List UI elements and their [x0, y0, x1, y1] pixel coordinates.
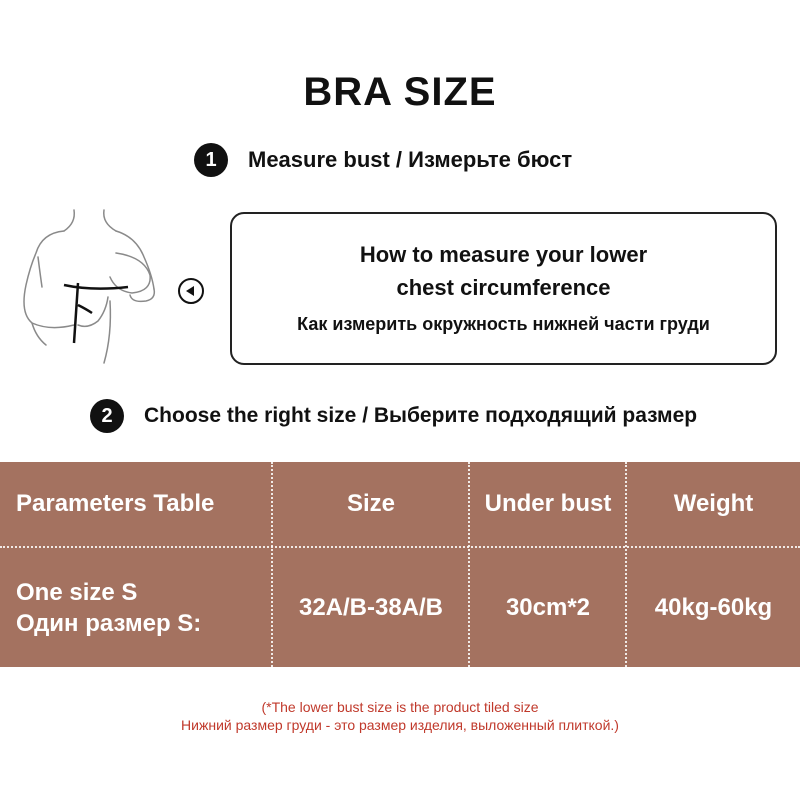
triangle-left-icon — [186, 286, 194, 296]
row-label — [0, 548, 272, 667]
row-label-english: One size S — [16, 578, 138, 606]
cell-weight-value: 40kg-60kg — [654, 593, 773, 621]
page-title: BRA SIZE — [303, 70, 497, 114]
footnote-english: (*The lower bust size is the product tiled size — [261, 699, 539, 715]
step-1-number-badge: 1 — [194, 143, 228, 177]
parameters-table — [0, 462, 800, 667]
illustration-torso — [78, 297, 108, 326]
instruction-line-1: How to measure your lower — [359, 242, 648, 267]
header-weight: Weight — [673, 490, 754, 517]
cell-size-value: 32A/B-38A/B — [298, 593, 444, 621]
illustration-shoulder-right — [116, 231, 154, 289]
body-measure-illustration — [12, 205, 162, 365]
back-arrow-icon[interactable] — [178, 278, 204, 304]
step-1-text: Measure bust / Измерьте бюст — [248, 147, 573, 172]
measuring-tape-end — [74, 283, 92, 343]
measure-instruction-box — [230, 212, 777, 365]
illustration-shoulder-left — [24, 231, 74, 328]
illustration-neck-right — [104, 210, 116, 231]
instruction-line-russian: Как измерить окружность нижней части груди — [297, 314, 710, 334]
step-2-text: Choose the right size / Выберите подходящий размер — [144, 404, 698, 427]
step-2-number-badge: 2 — [90, 399, 124, 433]
cell-under-bust-value: 30cm*2 — [505, 593, 591, 621]
header-parameters-table: Parameters Table — [16, 490, 215, 517]
footnote-russian: Нижний размер груди - это размер изделия, выложенный плиткой.) — [181, 717, 619, 733]
illustration-neck-left — [64, 210, 74, 231]
row-label-russian: Один размер S: — [16, 609, 202, 637]
step-1 — [194, 143, 572, 177]
measuring-tape — [64, 285, 128, 289]
header-size: Size — [346, 490, 396, 517]
instruction-line-2: chest circumference — [396, 275, 611, 300]
step-2 — [90, 399, 697, 433]
header-under-bust: Under bust — [484, 490, 612, 517]
illustration-inner-arm — [38, 257, 42, 287]
